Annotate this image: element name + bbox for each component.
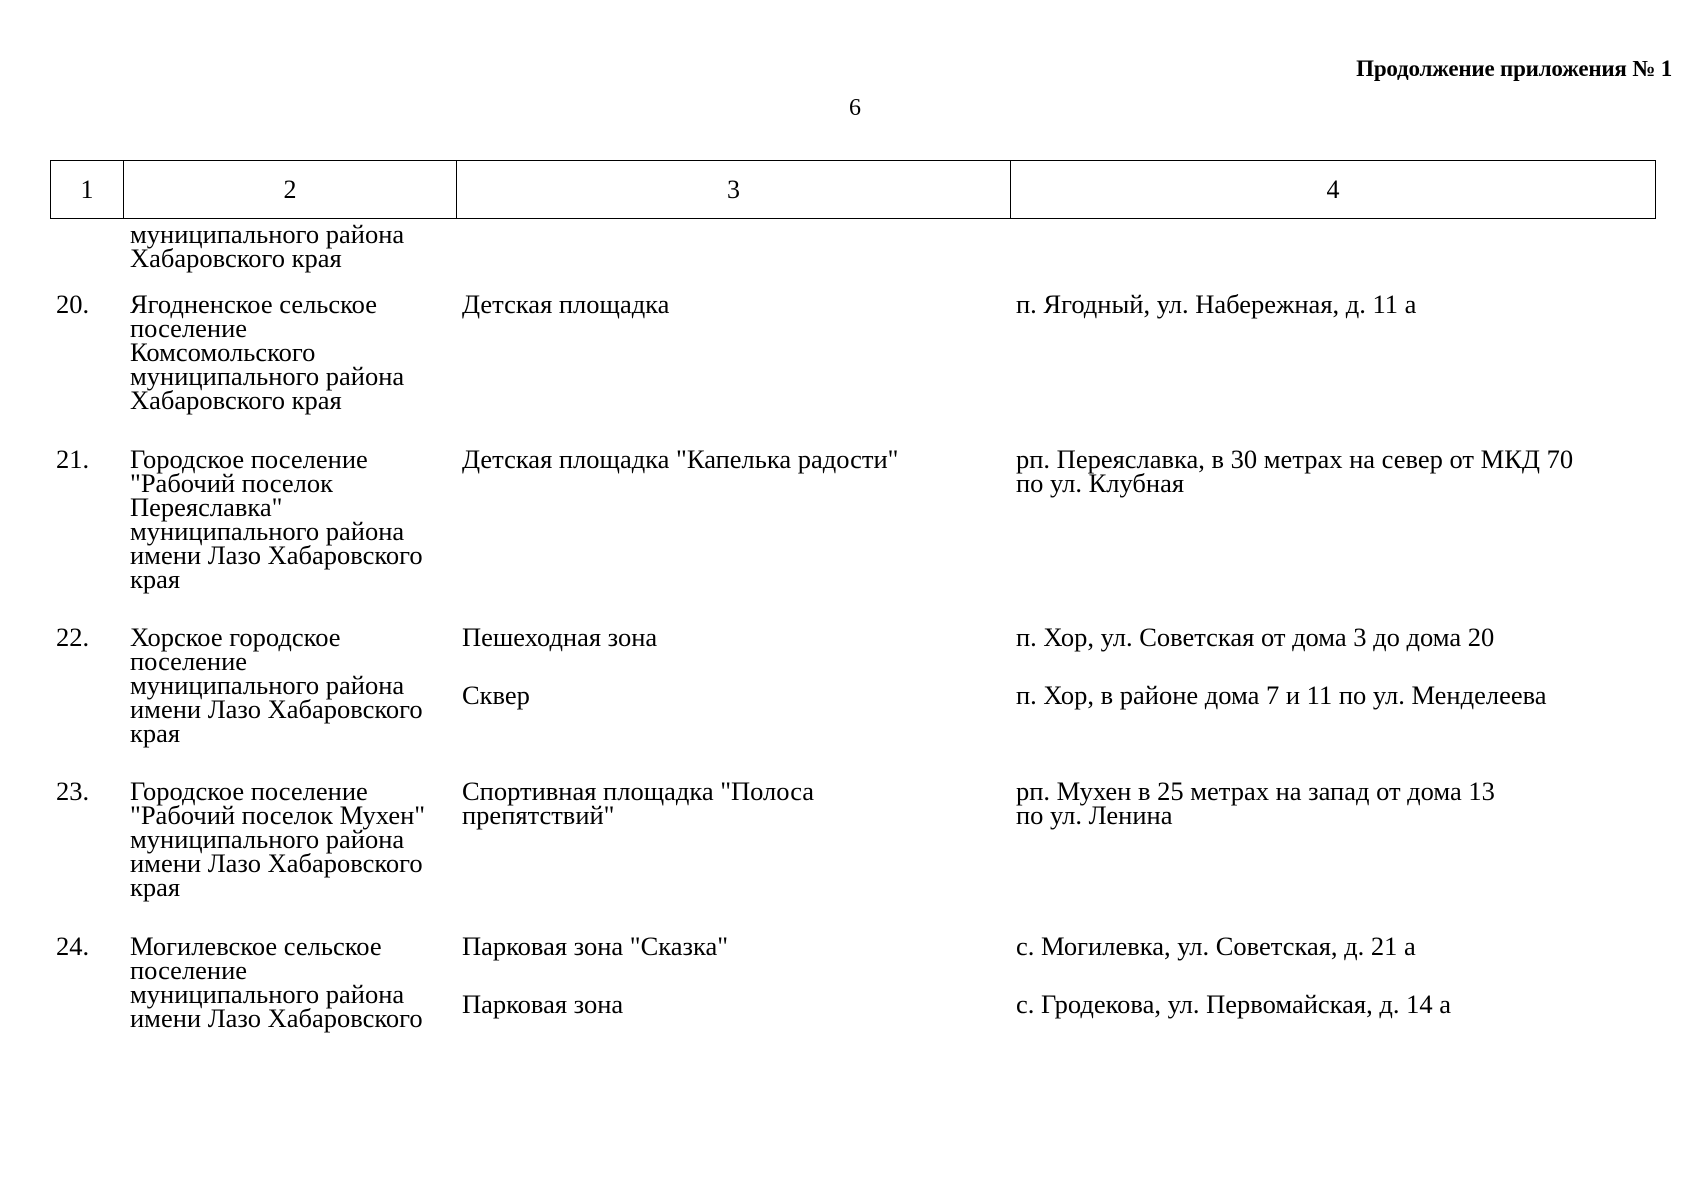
settlement-cell: [130, 444, 455, 594]
text-line: Могилевское сельское: [130, 931, 382, 961]
object-address: п. Хор, в районе дома 7 и 11 по ул. Менделеева: [1016, 680, 1547, 710]
text-line: "Рабочий поселок: [130, 468, 333, 498]
text-line: имени Лазо Хабаровского: [130, 1003, 423, 1033]
text-line: края: [130, 718, 181, 748]
object-address: п. Хор, ул. Советская от дома 3 до дома 20: [1016, 622, 1495, 652]
text-line: муниципального района: [130, 516, 405, 546]
object-name: Парковая зона "Сказка": [462, 931, 729, 961]
address-cell: [1016, 776, 1656, 830]
text-line: по ул. Ленина: [1016, 800, 1173, 830]
appendix-continuation-label: Продолжение приложения № 1: [1356, 56, 1672, 81]
text-line: края: [130, 564, 181, 594]
text-line: имени Лазо Хабаровского: [130, 694, 423, 724]
row-number: 21.: [56, 444, 90, 474]
table-row: [50, 931, 1655, 1044]
column-number-header: [50, 160, 1656, 219]
address-cell: [1016, 444, 1656, 498]
settlement-cell: [130, 776, 455, 902]
table-body: [50, 219, 1655, 1044]
table-row: [50, 622, 1655, 779]
row-number: 24.: [56, 931, 90, 961]
object-name: Детская площадка: [462, 289, 670, 319]
text-line: поселение: [130, 313, 248, 343]
object-address: с. Гродекова, ул. Первомайская, д. 14 а: [1016, 989, 1451, 1019]
address-cell: [1016, 931, 1656, 1019]
text-line: муниципального района: [130, 670, 405, 700]
text-line: муниципального района: [130, 219, 405, 249]
text-line: Ягодненское сельское: [130, 289, 378, 319]
table-row: [50, 444, 1655, 625]
settlement-cell: [130, 622, 455, 748]
column-header-3: 3: [457, 161, 1011, 219]
table-row: [50, 776, 1655, 934]
text-line: рп. Мухен в 25 метрах на запад от дома 13: [1016, 776, 1495, 806]
object-address: с. Могилевка, ул. Советская, д. 21 а: [1016, 931, 1416, 961]
object-name: Детская площадка "Капелька радости": [462, 444, 899, 474]
text-line: муниципального района: [130, 979, 405, 1009]
settlement-cell: [130, 931, 455, 1033]
object-name-cell: [462, 622, 1002, 710]
settlement-cell: [130, 219, 455, 273]
text-line: Хабаровского края: [130, 385, 342, 415]
text-line: края: [130, 872, 181, 902]
text-line: муниципального района: [130, 824, 405, 854]
row-number: 22.: [56, 622, 90, 652]
text-line: поселение: [130, 646, 248, 676]
address-cell: [1016, 289, 1656, 319]
column-header-1: 1: [51, 161, 124, 219]
text-line: Спортивная площадка "Полоса: [462, 776, 815, 806]
table-row: [50, 289, 1655, 447]
object-name-cell: [462, 931, 1002, 1019]
object-name: Сквер: [462, 680, 530, 710]
text-line: Комсомольского: [130, 337, 316, 367]
object-address: п. Ягодный, ул. Набережная, д. 11 а: [1016, 289, 1417, 319]
text-line: Хабаровского края: [130, 243, 342, 273]
row-number: 23.: [56, 776, 90, 806]
text-line: Хорское городское: [130, 622, 341, 652]
object-name-cell: [462, 444, 1002, 474]
object-name: Парковая зона: [462, 989, 624, 1019]
text-line: имени Лазо Хабаровского: [130, 540, 423, 570]
settlement-cell: [130, 289, 455, 415]
text-line: препятствий": [462, 800, 615, 830]
text-line: Переяславка": [130, 492, 283, 522]
continuation-row: [50, 219, 1655, 292]
object-name-cell: [462, 776, 1002, 830]
object-name-cell: [462, 289, 1002, 319]
column-header-2: 2: [124, 161, 457, 219]
column-header-4: 4: [1011, 161, 1656, 219]
object-name: Пешеходная зона: [462, 622, 658, 652]
text-line: Городское поселение: [130, 444, 368, 474]
text-line: рп. Переяславка, в 30 метрах на север от МКД 70: [1016, 444, 1574, 474]
text-line: Городское поселение: [130, 776, 368, 806]
text-line: по ул. Клубная: [1016, 468, 1185, 498]
page-number: 6: [849, 95, 861, 121]
text-line: муниципального района: [130, 361, 405, 391]
text-line: поселение: [130, 955, 248, 985]
row-number: 20.: [56, 289, 90, 319]
text-line: "Рабочий поселок Мухен": [130, 800, 426, 830]
address-cell: [1016, 622, 1656, 710]
text-line: имени Лазо Хабаровского: [130, 848, 423, 878]
